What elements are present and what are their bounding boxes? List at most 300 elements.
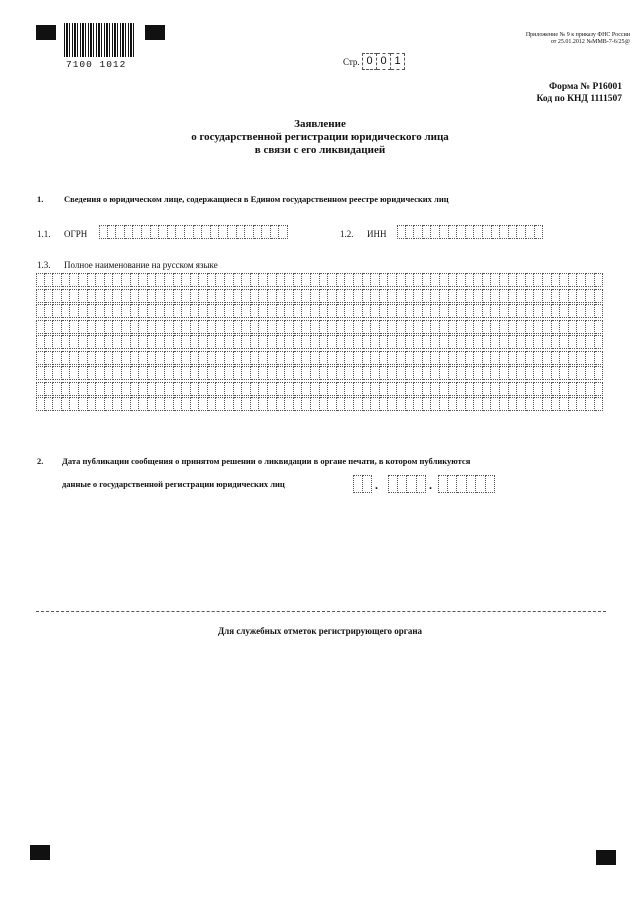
name-cell[interactable] <box>45 397 54 411</box>
name-cell[interactable] <box>174 320 183 334</box>
date-cell[interactable] <box>457 475 467 493</box>
name-cell[interactable] <box>569 320 578 334</box>
name-cell[interactable] <box>345 397 354 411</box>
ogrn-cell[interactable] <box>237 225 246 239</box>
name-cell[interactable] <box>526 289 535 303</box>
name-cell[interactable] <box>449 289 458 303</box>
name-cell[interactable] <box>457 273 466 287</box>
name-cell[interactable] <box>79 366 88 380</box>
name-cell[interactable] <box>569 351 578 365</box>
name-cell[interactable] <box>509 289 518 303</box>
name-cell[interactable] <box>586 289 595 303</box>
ogrn-cell[interactable] <box>202 225 211 239</box>
name-cell[interactable] <box>105 397 114 411</box>
name-cell[interactable] <box>70 304 79 318</box>
name-cell[interactable] <box>259 273 268 287</box>
name-cell[interactable] <box>320 397 329 411</box>
name-cell[interactable] <box>569 273 578 287</box>
name-cell[interactable] <box>174 351 183 365</box>
name-cell[interactable] <box>156 335 165 349</box>
name-cell[interactable] <box>139 335 148 349</box>
name-cell[interactable] <box>294 320 303 334</box>
name-cell[interactable] <box>88 382 97 396</box>
name-cell[interactable] <box>156 289 165 303</box>
name-cell[interactable] <box>517 289 526 303</box>
name-cell[interactable] <box>491 335 500 349</box>
name-cell[interactable] <box>62 382 71 396</box>
name-cell[interactable] <box>45 289 54 303</box>
name-cell[interactable] <box>320 351 329 365</box>
name-cell[interactable] <box>199 289 208 303</box>
name-cell[interactable] <box>96 351 105 365</box>
name-cell[interactable] <box>156 273 165 287</box>
name-cell[interactable] <box>216 335 225 349</box>
name-cell[interactable] <box>483 273 492 287</box>
name-cell[interactable] <box>131 397 140 411</box>
name-cell[interactable] <box>216 304 225 318</box>
ogrn-cell[interactable] <box>108 225 117 239</box>
name-cell[interactable] <box>363 304 372 318</box>
name-cell[interactable] <box>242 351 251 365</box>
name-cell[interactable] <box>345 304 354 318</box>
name-cell[interactable] <box>397 382 406 396</box>
name-row[interactable] <box>36 273 603 287</box>
name-cell[interactable] <box>509 351 518 365</box>
name-cell[interactable] <box>414 335 423 349</box>
name-cell[interactable] <box>466 397 475 411</box>
name-cell[interactable] <box>113 382 122 396</box>
name-cell[interactable] <box>431 335 440 349</box>
inn-cell[interactable] <box>397 225 406 239</box>
name-cell[interactable] <box>526 304 535 318</box>
name-cell[interactable] <box>208 304 217 318</box>
name-cell[interactable] <box>440 289 449 303</box>
name-cell[interactable] <box>70 289 79 303</box>
name-cell[interactable] <box>483 335 492 349</box>
name-cell[interactable] <box>466 320 475 334</box>
name-cell[interactable] <box>105 335 114 349</box>
name-cell[interactable] <box>371 273 380 287</box>
date-cell[interactable] <box>398 475 408 493</box>
name-cell[interactable] <box>534 382 543 396</box>
name-cell[interactable] <box>509 382 518 396</box>
name-cell[interactable] <box>586 273 595 287</box>
publication-date-month[interactable] <box>388 475 426 493</box>
name-cell[interactable] <box>354 320 363 334</box>
name-cell[interactable] <box>165 335 174 349</box>
name-cell[interactable] <box>560 320 569 334</box>
name-cell[interactable] <box>543 382 552 396</box>
name-cell[interactable] <box>88 366 97 380</box>
name-cell[interactable] <box>191 351 200 365</box>
name-cell[interactable] <box>449 273 458 287</box>
name-cell[interactable] <box>277 397 286 411</box>
name-cell[interactable] <box>251 304 260 318</box>
name-cell[interactable] <box>302 289 311 303</box>
name-cell[interactable] <box>560 382 569 396</box>
name-cell[interactable] <box>595 382 604 396</box>
name-cell[interactable] <box>62 351 71 365</box>
name-cell[interactable] <box>457 335 466 349</box>
name-cell[interactable] <box>345 382 354 396</box>
name-cell[interactable] <box>191 273 200 287</box>
name-cell[interactable] <box>182 320 191 334</box>
name-cell[interactable] <box>406 273 415 287</box>
name-cell[interactable] <box>491 382 500 396</box>
name-cell[interactable] <box>88 304 97 318</box>
ogrn-field[interactable] <box>99 225 288 239</box>
name-cell[interactable] <box>483 397 492 411</box>
name-cell[interactable] <box>380 335 389 349</box>
name-cell[interactable] <box>225 397 234 411</box>
ogrn-cell[interactable] <box>125 225 134 239</box>
name-cell[interactable] <box>131 335 140 349</box>
name-cell[interactable] <box>595 366 604 380</box>
name-cell[interactable] <box>337 335 346 349</box>
inn-cell[interactable] <box>535 225 544 239</box>
name-cell[interactable] <box>105 366 114 380</box>
name-cell[interactable] <box>131 366 140 380</box>
name-cell[interactable] <box>569 289 578 303</box>
name-cell[interactable] <box>363 397 372 411</box>
name-cell[interactable] <box>517 366 526 380</box>
name-cell[interactable] <box>328 289 337 303</box>
name-cell[interactable] <box>517 304 526 318</box>
name-cell[interactable] <box>517 351 526 365</box>
inn-cell[interactable] <box>492 225 501 239</box>
name-cell[interactable] <box>199 397 208 411</box>
date-cell[interactable] <box>363 475 373 493</box>
name-cell[interactable] <box>363 289 372 303</box>
name-cell[interactable] <box>423 289 432 303</box>
name-cell[interactable] <box>105 273 114 287</box>
name-cell[interactable] <box>543 351 552 365</box>
ogrn-cell[interactable] <box>262 225 271 239</box>
name-cell[interactable] <box>70 382 79 396</box>
name-cell[interactable] <box>285 382 294 396</box>
inn-cell[interactable] <box>483 225 492 239</box>
ogrn-cell[interactable] <box>176 225 185 239</box>
name-cell[interactable] <box>174 289 183 303</box>
name-cell[interactable] <box>414 397 423 411</box>
name-cell[interactable] <box>466 366 475 380</box>
name-cell[interactable] <box>302 397 311 411</box>
name-cell[interactable] <box>483 304 492 318</box>
name-cell[interactable] <box>259 335 268 349</box>
inn-cell[interactable] <box>509 225 518 239</box>
name-cell[interactable] <box>96 304 105 318</box>
name-cell[interactable] <box>88 335 97 349</box>
name-cell[interactable] <box>148 289 157 303</box>
name-cell[interactable] <box>474 304 483 318</box>
name-cell[interactable] <box>397 335 406 349</box>
name-cell[interactable] <box>320 273 329 287</box>
name-cell[interactable] <box>277 366 286 380</box>
name-cell[interactable] <box>251 397 260 411</box>
name-cell[interactable] <box>380 382 389 396</box>
name-cell[interactable] <box>242 273 251 287</box>
name-cell[interactable] <box>139 273 148 287</box>
name-cell[interactable] <box>560 273 569 287</box>
name-cell[interactable] <box>88 320 97 334</box>
name-cell[interactable] <box>577 304 586 318</box>
name-cell[interactable] <box>534 289 543 303</box>
name-cell[interactable] <box>45 382 54 396</box>
name-cell[interactable] <box>354 397 363 411</box>
date-cell[interactable] <box>476 475 486 493</box>
name-cell[interactable] <box>113 397 122 411</box>
name-cell[interactable] <box>156 397 165 411</box>
name-cell[interactable] <box>328 304 337 318</box>
name-cell[interactable] <box>225 320 234 334</box>
name-cell[interactable] <box>414 289 423 303</box>
name-cell[interactable] <box>148 273 157 287</box>
name-cell[interactable] <box>165 320 174 334</box>
name-cell[interactable] <box>577 289 586 303</box>
name-cell[interactable] <box>440 382 449 396</box>
name-cell[interactable] <box>268 335 277 349</box>
name-cell[interactable] <box>466 273 475 287</box>
name-cell[interactable] <box>526 320 535 334</box>
name-cell[interactable] <box>182 273 191 287</box>
name-cell[interactable] <box>423 304 432 318</box>
name-cell[interactable] <box>62 366 71 380</box>
name-cell[interactable] <box>156 304 165 318</box>
name-cell[interactable] <box>449 304 458 318</box>
name-cell[interactable] <box>560 351 569 365</box>
name-cell[interactable] <box>208 320 217 334</box>
name-cell[interactable] <box>122 351 131 365</box>
name-cell[interactable] <box>483 320 492 334</box>
name-cell[interactable] <box>96 273 105 287</box>
name-cell[interactable] <box>466 351 475 365</box>
name-cell[interactable] <box>311 382 320 396</box>
name-cell[interactable] <box>363 320 372 334</box>
name-cell[interactable] <box>294 289 303 303</box>
name-cell[interactable] <box>182 382 191 396</box>
name-cell[interactable] <box>277 289 286 303</box>
name-cell[interactable] <box>311 273 320 287</box>
name-cell[interactable] <box>380 304 389 318</box>
name-cell[interactable] <box>122 382 131 396</box>
name-cell[interactable] <box>483 366 492 380</box>
inn-cell[interactable] <box>423 225 432 239</box>
name-cell[interactable] <box>337 320 346 334</box>
name-cell[interactable] <box>311 366 320 380</box>
name-cell[interactable] <box>345 273 354 287</box>
name-cell[interactable] <box>294 382 303 396</box>
name-cell[interactable] <box>363 382 372 396</box>
name-cell[interactable] <box>139 351 148 365</box>
ogrn-cell[interactable] <box>219 225 228 239</box>
name-cell[interactable] <box>491 304 500 318</box>
name-cell[interactable] <box>53 289 62 303</box>
name-cell[interactable] <box>285 320 294 334</box>
name-cell[interactable] <box>320 366 329 380</box>
name-cell[interactable] <box>380 289 389 303</box>
inn-cell[interactable] <box>500 225 509 239</box>
name-cell[interactable] <box>552 273 561 287</box>
name-cell[interactable] <box>543 366 552 380</box>
date-cell[interactable] <box>486 475 496 493</box>
name-cell[interactable] <box>440 335 449 349</box>
name-cell[interactable] <box>388 335 397 349</box>
name-cell[interactable] <box>165 273 174 287</box>
name-cell[interactable] <box>285 273 294 287</box>
name-cell[interactable] <box>388 382 397 396</box>
name-cell[interactable] <box>302 382 311 396</box>
name-cell[interactable] <box>225 335 234 349</box>
name-cell[interactable] <box>397 304 406 318</box>
name-cell[interactable] <box>148 351 157 365</box>
name-cell[interactable] <box>113 289 122 303</box>
name-cell[interactable] <box>105 289 114 303</box>
name-cell[interactable] <box>440 351 449 365</box>
name-cell[interactable] <box>345 289 354 303</box>
name-cell[interactable] <box>36 382 45 396</box>
name-cell[interactable] <box>414 351 423 365</box>
name-cell[interactable] <box>225 304 234 318</box>
ogrn-cell[interactable] <box>99 225 108 239</box>
name-cell[interactable] <box>302 320 311 334</box>
name-cell[interactable] <box>363 335 372 349</box>
name-cell[interactable] <box>165 289 174 303</box>
name-cell[interactable] <box>577 382 586 396</box>
name-cell[interactable] <box>113 320 122 334</box>
name-cell[interactable] <box>277 351 286 365</box>
name-cell[interactable] <box>337 397 346 411</box>
name-cell[interactable] <box>79 304 88 318</box>
name-cell[interactable] <box>96 382 105 396</box>
name-cell[interactable] <box>182 351 191 365</box>
inn-cell[interactable] <box>526 225 535 239</box>
name-cell[interactable] <box>526 397 535 411</box>
name-cell[interactable] <box>36 320 45 334</box>
date-cell[interactable] <box>353 475 363 493</box>
name-cell[interactable] <box>414 366 423 380</box>
name-cell[interactable] <box>449 397 458 411</box>
name-cell[interactable] <box>552 289 561 303</box>
name-cell[interactable] <box>131 320 140 334</box>
name-cell[interactable] <box>148 320 157 334</box>
name-cell[interactable] <box>483 382 492 396</box>
name-cell[interactable] <box>156 366 165 380</box>
name-cell[interactable] <box>174 366 183 380</box>
name-cell[interactable] <box>122 273 131 287</box>
name-cell[interactable] <box>345 366 354 380</box>
name-cell[interactable] <box>96 366 105 380</box>
name-cell[interactable] <box>277 304 286 318</box>
name-cell[interactable] <box>165 304 174 318</box>
name-row[interactable] <box>36 382 603 396</box>
name-cell[interactable] <box>500 382 509 396</box>
name-cell[interactable] <box>225 382 234 396</box>
name-cell[interactable] <box>122 335 131 349</box>
name-cell[interactable] <box>234 289 243 303</box>
name-cell[interactable] <box>96 397 105 411</box>
name-cell[interactable] <box>388 397 397 411</box>
name-cell[interactable] <box>62 273 71 287</box>
name-cell[interactable] <box>440 366 449 380</box>
name-cell[interactable] <box>457 366 466 380</box>
name-cell[interactable] <box>380 397 389 411</box>
name-cell[interactable] <box>371 366 380 380</box>
name-cell[interactable] <box>251 335 260 349</box>
name-cell[interactable] <box>397 351 406 365</box>
name-cell[interactable] <box>320 304 329 318</box>
name-cell[interactable] <box>595 273 604 287</box>
name-cell[interactable] <box>234 273 243 287</box>
name-cell[interactable] <box>423 382 432 396</box>
name-cell[interactable] <box>449 351 458 365</box>
name-cell[interactable] <box>345 320 354 334</box>
name-cell[interactable] <box>139 304 148 318</box>
name-cell[interactable] <box>509 397 518 411</box>
name-cell[interactable] <box>371 397 380 411</box>
name-cell[interactable] <box>320 335 329 349</box>
name-cell[interactable] <box>277 320 286 334</box>
name-cell[interactable] <box>560 397 569 411</box>
name-cell[interactable] <box>380 320 389 334</box>
name-cell[interactable] <box>509 366 518 380</box>
name-cell[interactable] <box>474 289 483 303</box>
name-cell[interactable] <box>268 273 277 287</box>
ogrn-cell[interactable] <box>228 225 237 239</box>
name-cell[interactable] <box>62 304 71 318</box>
inn-cell[interactable] <box>457 225 466 239</box>
name-cell[interactable] <box>79 397 88 411</box>
name-cell[interactable] <box>483 351 492 365</box>
ogrn-cell[interactable] <box>159 225 168 239</box>
date-cell[interactable] <box>438 475 448 493</box>
name-cell[interactable] <box>251 289 260 303</box>
name-cell[interactable] <box>328 351 337 365</box>
name-cell[interactable] <box>414 382 423 396</box>
name-cell[interactable] <box>440 273 449 287</box>
name-cell[interactable] <box>96 289 105 303</box>
name-cell[interactable] <box>148 382 157 396</box>
name-cell[interactable] <box>552 320 561 334</box>
name-cell[interactable] <box>105 320 114 334</box>
name-cell[interactable] <box>371 382 380 396</box>
name-cell[interactable] <box>423 273 432 287</box>
name-cell[interactable] <box>277 382 286 396</box>
name-cell[interactable] <box>62 289 71 303</box>
name-cell[interactable] <box>156 382 165 396</box>
name-cell[interactable] <box>191 397 200 411</box>
name-cell[interactable] <box>354 273 363 287</box>
name-cell[interactable] <box>337 366 346 380</box>
name-cell[interactable] <box>113 335 122 349</box>
name-cell[interactable] <box>577 351 586 365</box>
name-cell[interactable] <box>337 273 346 287</box>
name-cell[interactable] <box>491 397 500 411</box>
name-cell[interactable] <box>371 335 380 349</box>
name-cell[interactable] <box>225 289 234 303</box>
name-cell[interactable] <box>45 366 54 380</box>
name-cell[interactable] <box>122 397 131 411</box>
name-cell[interactable] <box>552 304 561 318</box>
name-cell[interactable] <box>449 382 458 396</box>
name-cell[interactable] <box>36 366 45 380</box>
ogrn-cell[interactable] <box>133 225 142 239</box>
name-cell[interactable] <box>423 397 432 411</box>
name-cell[interactable] <box>242 335 251 349</box>
name-cell[interactable] <box>517 397 526 411</box>
name-cell[interactable] <box>406 335 415 349</box>
name-cell[interactable] <box>199 320 208 334</box>
name-cell[interactable] <box>440 397 449 411</box>
